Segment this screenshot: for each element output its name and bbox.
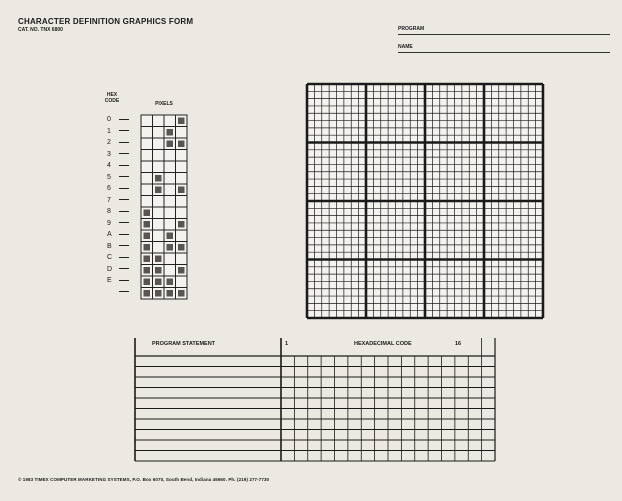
pixel-cell[interactable] <box>164 161 176 173</box>
pixel-shade <box>144 256 151 263</box>
pixel-cell[interactable] <box>176 173 188 185</box>
hex-code-row <box>107 275 137 287</box>
name-field[interactable] <box>398 52 610 53</box>
hex-digit: B <box>107 242 112 250</box>
hex-dash <box>119 188 129 189</box>
hex-code-row <box>107 229 137 241</box>
hex-code-header: HEX CODE <box>104 92 120 104</box>
pixel-shade <box>144 267 151 274</box>
catalog-number: CAT. NO. TNX 6800 <box>18 27 63 33</box>
pixel-cell[interactable] <box>153 207 165 219</box>
hex-digit: 8 <box>107 208 111 215</box>
hex-code-row <box>107 287 137 299</box>
hex-dash <box>119 245 129 246</box>
hex-code-row <box>107 160 137 172</box>
pixel-shade <box>178 221 185 228</box>
pixel-shade <box>144 279 151 286</box>
hex-digit: D <box>107 265 113 273</box>
hexadecimal-code-header: HEXADECIMAL CODE <box>354 341 412 347</box>
hex-code-row <box>107 183 137 195</box>
hex-digit: 9 <box>107 219 111 227</box>
pixel-shade <box>155 175 162 182</box>
hex-digit: 4 <box>107 162 111 169</box>
form-title: CHARACTER DEFINITION GRAPHICS FORM <box>18 17 194 26</box>
pixel-cell[interactable] <box>153 242 165 254</box>
hex-code-row <box>107 264 137 276</box>
hex-dash <box>119 234 129 235</box>
pixel-cell[interactable] <box>141 184 153 196</box>
hex-code-row <box>107 172 137 184</box>
hex-code-row <box>107 137 137 149</box>
pixel-shade <box>144 233 151 240</box>
hex-dash <box>119 211 129 212</box>
pixel-shade <box>144 290 151 297</box>
pixel-shade <box>178 244 185 251</box>
pixel-cell[interactable] <box>176 127 188 139</box>
pixel-shade <box>144 244 151 251</box>
pixel-cell[interactable] <box>164 196 176 208</box>
pixel-shade <box>178 187 185 194</box>
pixel-grid[interactable] <box>140 114 188 300</box>
pixel-shade <box>178 141 185 148</box>
hex-end-index: 16 <box>455 341 462 347</box>
hex-code-row <box>107 126 137 138</box>
hex-digit: 0 <box>107 116 111 123</box>
pixel-shade <box>167 141 174 148</box>
program-label: PROGRAM <box>398 26 425 32</box>
pixel-shade <box>178 118 185 125</box>
pixel-cell[interactable] <box>164 150 176 162</box>
hex-dash <box>119 291 129 292</box>
hex-code-row <box>107 195 137 207</box>
pixel-cell[interactable] <box>141 150 153 162</box>
pixel-shade <box>178 290 185 297</box>
pixel-shade <box>167 290 174 297</box>
pixel-shade <box>178 267 185 274</box>
hex-digit: 7 <box>107 196 111 204</box>
hex-dash <box>119 268 129 269</box>
hex-code-row <box>107 114 137 126</box>
hex-digit: E <box>107 277 112 284</box>
hex-dash <box>119 153 129 154</box>
program-statement-table[interactable] <box>133 338 498 462</box>
hex-dash <box>119 119 129 120</box>
hex-dash <box>119 142 129 143</box>
pixel-cell[interactable] <box>176 276 188 288</box>
pixel-cell[interactable] <box>176 150 188 162</box>
pixel-cell[interactable] <box>153 138 165 150</box>
footer-copyright: © 1983 TIMEX COMPUTER MARKETING SYSTEMS, P.O. Box 6070, South Bend, Indiana 46660. Ph. (219) 277-7730 <box>18 477 270 482</box>
hex-code-row <box>107 252 137 264</box>
program-field[interactable] <box>398 34 610 35</box>
hex-code-row <box>107 149 137 161</box>
pixel-cell[interactable] <box>153 230 165 242</box>
hex-digit: A <box>107 231 112 238</box>
pixel-shade <box>155 279 162 286</box>
hex-digit: C <box>107 254 113 261</box>
pixel-cell[interactable] <box>141 115 153 127</box>
pixel-shade <box>155 187 162 194</box>
hex-code-row <box>107 218 137 230</box>
pixel-shade <box>144 210 151 217</box>
pixel-cell[interactable] <box>164 265 176 277</box>
hex-dash <box>119 257 129 258</box>
pixel-cell[interactable] <box>153 115 165 127</box>
pixel-cell[interactable] <box>141 161 153 173</box>
pixel-cell[interactable] <box>164 115 176 127</box>
pixel-shade <box>167 244 174 251</box>
hex-digit: 3 <box>107 150 111 158</box>
pixel-cell[interactable] <box>141 173 153 185</box>
name-label: NAME <box>398 44 413 50</box>
pixel-cell[interactable] <box>153 219 165 231</box>
pixel-cell[interactable] <box>141 127 153 139</box>
hex-digit: 2 <box>107 139 111 146</box>
hex-dash <box>119 165 129 166</box>
pixels-header: PIXELS <box>155 101 173 107</box>
hex-dash <box>119 199 129 200</box>
pixel-cell[interactable] <box>164 253 176 265</box>
pixel-cell[interactable] <box>141 138 153 150</box>
pixel-cell[interactable] <box>164 207 176 219</box>
pixel-cell[interactable] <box>141 196 153 208</box>
pixel-shade <box>167 129 174 136</box>
pixel-cell[interactable] <box>164 184 176 196</box>
hex-digit: 1 <box>107 127 111 135</box>
pixel-cell[interactable] <box>153 150 165 162</box>
hex-dash <box>119 280 129 281</box>
pixel-cell[interactable] <box>153 196 165 208</box>
hex-dash <box>119 130 129 131</box>
pixel-cell[interactable] <box>176 161 188 173</box>
hex-code-row <box>107 206 137 218</box>
pixel-cell[interactable] <box>176 207 188 219</box>
pixel-shade <box>155 256 162 263</box>
pixel-cell[interactable] <box>176 253 188 265</box>
pixel-cell[interactable] <box>153 161 165 173</box>
pixel-cell[interactable] <box>176 230 188 242</box>
hex-dash <box>119 222 129 223</box>
pixel-cell[interactable] <box>164 173 176 185</box>
pixel-shade <box>155 290 162 297</box>
pixel-cell[interactable] <box>153 127 165 139</box>
hex-code-row <box>107 241 137 253</box>
pixel-shade <box>155 267 162 274</box>
pixel-cell[interactable] <box>176 196 188 208</box>
hex-digit: 6 <box>107 185 111 192</box>
pixel-shade <box>144 221 151 228</box>
hex-digit: 5 <box>107 173 111 181</box>
program-statement-header: PROGRAM STATEMENT <box>152 341 216 347</box>
character-design-grid[interactable] <box>305 82 545 320</box>
pixel-shade <box>167 233 174 240</box>
pixel-cell[interactable] <box>164 219 176 231</box>
pixel-shade <box>167 279 174 286</box>
hex-start-index: 1 <box>285 341 289 347</box>
hex-dash <box>119 176 129 177</box>
